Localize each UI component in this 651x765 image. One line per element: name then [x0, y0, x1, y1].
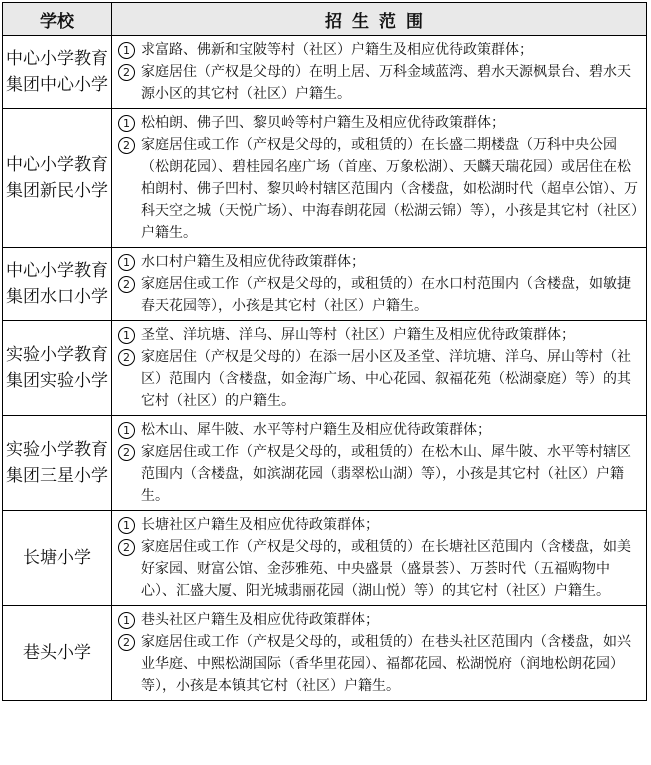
enrollment-scope: [112, 321, 647, 416]
item-number-badge: 2: [118, 137, 135, 154]
item-text: 家庭居住或工作（产权是父母的，或租赁的）在长塘社区范围内（含楼盘，如美好家园、财富公馆、金莎雅苑、中央盛景（盛景荟）、万荟时代（五福购物中心）、汇盛大厦、阳光城翡丽花园（湖山悦）等）的其它村（社区）户籍生。: [141, 539, 631, 599]
scope-item: [118, 39, 640, 61]
table-row: [3, 36, 647, 109]
item-text: 求富路、佛新和宝陂等村（社区）户籍生及相应优待政策群体；: [141, 42, 533, 58]
school-name: 中心小学教育集团新民小学: [3, 109, 112, 248]
scope-item: [118, 631, 640, 697]
item-text: 圣堂、洋坑塘、洋乌、屏山等村（社区）户籍生及相应优待政策群体；: [141, 327, 575, 343]
school-name: 长塘小学: [3, 511, 112, 606]
item-text: 松木山、犀牛陂、水平等村户籍生及相应优待政策群体；: [141, 422, 491, 438]
enrollment-scope: [112, 109, 647, 248]
enrollment-scope: [112, 36, 647, 109]
table-row: [3, 109, 647, 248]
item-number-badge: 1: [118, 327, 135, 344]
item-text: 家庭居住（产权是父母的）在明上居、万科金域蓝湾、碧水天源枫景台、碧水天源小区的其它村（社区）户籍生。: [141, 64, 631, 102]
item-number-badge: 1: [118, 517, 135, 534]
enrollment-scope: [112, 606, 647, 701]
table-row: [3, 511, 647, 606]
item-number-badge: 2: [118, 349, 135, 366]
item-text: 家庭居住或工作（产权是父母的，或租赁的）在巷头社区范围内（含楼盘，如兴业华庭、中熙松湖国际（香华里花园）、福都花园、松湖悦府（润地松朗花园）等），小孩是本镇其它村（社区）户籍生。: [141, 634, 631, 694]
table-row: [3, 416, 647, 511]
enrollment-table: [2, 2, 647, 701]
table-header-row: [3, 3, 647, 36]
school-name: 中心小学教育集团中心小学: [3, 36, 112, 109]
enrollment-scope: [112, 248, 647, 321]
scope-item: [118, 609, 640, 631]
scope-item: [118, 419, 640, 441]
item-number-badge: 1: [118, 42, 135, 59]
header-school: 学校: [3, 3, 112, 36]
table-row: [3, 321, 647, 416]
item-number-badge: 1: [118, 254, 135, 271]
item-text: 家庭居住（产权是父母的）在添一居小区及圣堂、洋坑塘、洋乌、屏山等村（社区）范围内（含楼盘，如金海广场、中心花园、叙福花苑（松湖豪庭）等）的其它村（社区）的户籍生。: [141, 349, 631, 409]
item-text: 家庭居住或工作（产权是父母的，或租赁的）在松木山、犀牛陂、水平等村辖区范围内（含楼盘，如滨湖花园（翡翠松山湖）等），小孩是其它村（社区）户籍生。: [141, 444, 631, 504]
item-text: 巷头社区户籍生及相应优待政策群体；: [141, 612, 379, 628]
table-row: [3, 606, 647, 701]
scope-item: [118, 61, 640, 105]
item-number-badge: 2: [118, 444, 135, 461]
item-number-badge: 2: [118, 276, 135, 293]
enrollment-scope: [112, 416, 647, 511]
scope-item: [118, 324, 640, 346]
school-name: 实验小学教育集团实验小学: [3, 321, 112, 416]
item-text: 家庭居住或工作（产权是父母的，或租赁的）在长盛二期楼盘（万科中央公园（松朗花园）、碧桂园名座广场（首座、万象松湖）、天麟天瑞花园）或居住在松柏朗村、佛子凹村、黎贝岭村辖区范围内（含楼盘，如松湖时代（超卓公馆）、万科天空之城（天悦广场）、中海春朗花园（松湖云锦）等），小孩是其它村（社区）户籍生。: [141, 137, 638, 241]
scope-item: [118, 112, 640, 134]
item-number-badge: 2: [118, 539, 135, 556]
scope-item: [118, 346, 640, 412]
item-text: 家庭居住或工作（产权是父母的，或租赁的）在水口村范围内（含楼盘，如敏捷春天花园等），小孩是其它村（社区）户籍生。: [141, 276, 631, 314]
school-name: 巷头小学: [3, 606, 112, 701]
scope-item: [118, 251, 640, 273]
school-name: 中心小学教育集团水口小学: [3, 248, 112, 321]
scope-item: [118, 536, 640, 602]
school-name: 实验小学教育集团三星小学: [3, 416, 112, 511]
item-text: 长塘社区户籍生及相应优待政策群体；: [141, 517, 379, 533]
header-policy: 招生范围: [112, 3, 647, 36]
scope-item: [118, 273, 640, 317]
enrollment-table-container: [2, 2, 649, 701]
item-text: 松柏朗、佛子凹、黎贝岭等村户籍生及相应优待政策群体；: [141, 115, 505, 131]
item-number-badge: 1: [118, 422, 135, 439]
table-body: [3, 36, 647, 701]
scope-item: [118, 514, 640, 536]
item-text: 水口村户籍生及相应优待政策群体；: [141, 254, 365, 270]
table-row: [3, 248, 647, 321]
item-number-badge: 2: [118, 64, 135, 81]
scope-item: [118, 441, 640, 507]
item-number-badge: 1: [118, 115, 135, 132]
enrollment-scope: [112, 511, 647, 606]
item-number-badge: 2: [118, 634, 135, 651]
item-number-badge: 1: [118, 612, 135, 629]
scope-item: [118, 134, 640, 244]
